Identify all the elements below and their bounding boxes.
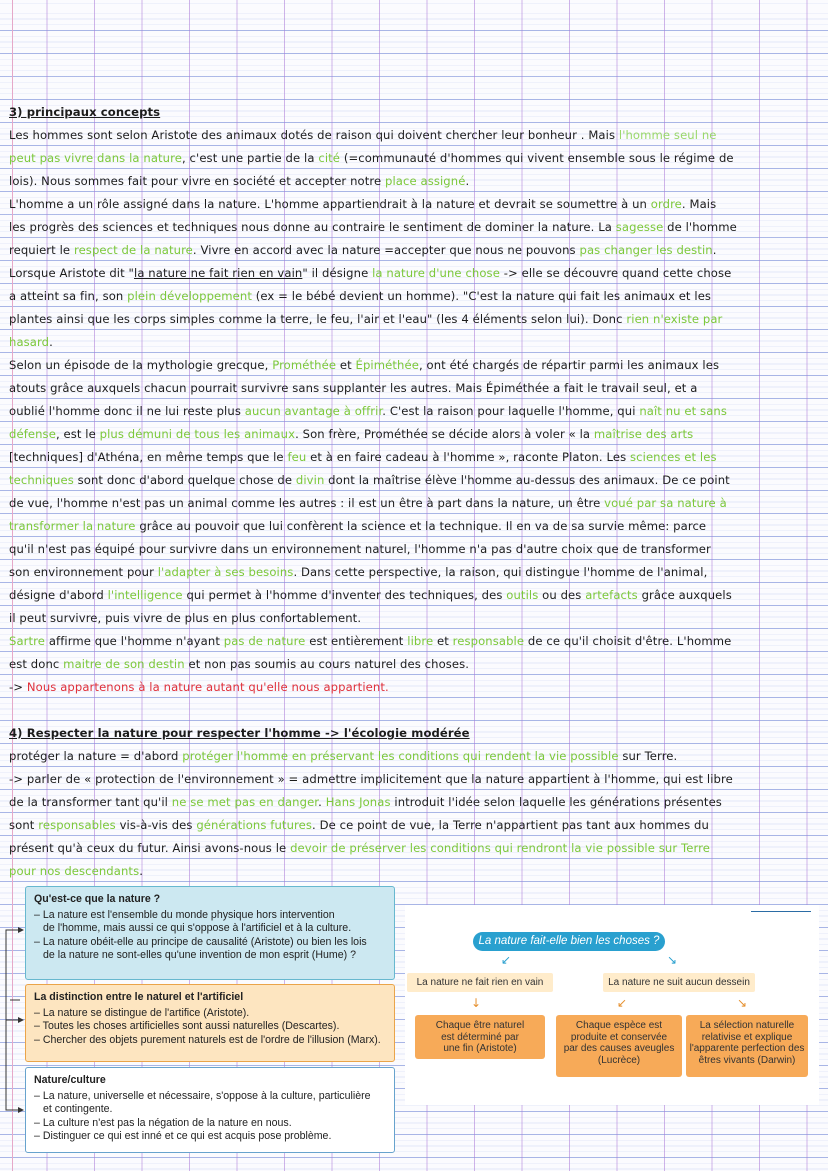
highlighted-text: maitre de son destin	[63, 657, 185, 671]
box-nature-culture	[25, 1067, 395, 1153]
text-segment: , est le	[55, 427, 100, 441]
text-segment: les progrès des sciences et techniques nous donne au contraire le sentiment de dominer la nature. La	[9, 220, 616, 234]
diagram-box-line: êtres vivants (Darwin)	[698, 1054, 796, 1066]
text-segment: . Mais	[681, 197, 717, 211]
text-line	[9, 446, 819, 469]
section-heading: 4) Respecter la nature pour respecter l'homme -> l'écologie modérée	[9, 726, 470, 740]
text-segment: Lorsque Aristote dit "	[9, 266, 134, 280]
notes-text	[9, 101, 819, 883]
text-line	[9, 584, 819, 607]
text-segment: est entièrement	[305, 634, 408, 648]
text-segment: ou des	[538, 588, 586, 602]
highlighted-text: hasard	[9, 335, 50, 349]
text-line	[9, 607, 819, 630]
box-what-is-nature	[25, 886, 395, 980]
text-segment: dont la maîtrise élève l'homme au-dessus des animaux. De ce point	[324, 473, 730, 487]
diagram-box-aristote	[415, 1015, 545, 1059]
highlighted-text: responsables	[38, 818, 116, 832]
text-segment: a atteint sa fin, son	[9, 289, 128, 303]
text-segment: . Dans cette perspective, la raison, qui distingue l'homme de l'animal,	[293, 565, 708, 579]
text-segment: . C'est la raison pour laquelle l'homme, qui	[382, 404, 640, 418]
text-line	[9, 722, 819, 745]
arrow-down-right-icon: ↘	[667, 953, 678, 967]
diagram-box-line: relativise et explique	[701, 1031, 793, 1043]
text-line	[9, 768, 819, 791]
diagram-box-line: est déterminé par	[441, 1031, 519, 1043]
highlighted-text: naît nu et sans	[639, 404, 727, 418]
highlighted-text: Hans Jonas	[325, 795, 391, 809]
text-segment: introduit l'idée selon laquelle les générations présentes	[390, 795, 722, 809]
box-line: et contingente.	[43, 1103, 113, 1116]
box-line: – La nature est l'ensemble du monde physique hors intervention	[34, 908, 335, 921]
text-segment: L'homme a un rôle assigné dans la nature. L'homme appartiendrait à la nature et devrait se soumettre à un	[9, 197, 651, 211]
box-line: – Toutes les choses artificielles sont aussi naturelles (Descartes).	[34, 1020, 340, 1033]
text-line	[9, 377, 819, 400]
highlighted-text: divin	[295, 473, 325, 487]
text-segment: qu'il n'est pas équipé pour survivre dans un environnement naturel, l'homme n'a pas d'autre choix que de transformer	[9, 542, 711, 556]
text-line	[9, 400, 819, 423]
text-line	[9, 262, 819, 285]
text-line	[9, 216, 819, 239]
text-line	[9, 561, 819, 584]
text-segment: sur Terre.	[618, 749, 678, 763]
highlighted-text: voué par sa nature à	[604, 496, 727, 510]
box-title: La distinction entre le naturel et l'artificiel	[34, 991, 244, 1003]
text-line	[9, 630, 819, 653]
text-segment: lois). Nous sommes fait pour vivre en société et accepter notre	[9, 174, 386, 188]
diagram-left-branch: La nature ne fait rien en vain	[407, 973, 553, 992]
highlighted-text: ordre	[650, 197, 682, 211]
text-segment: de l'homme	[663, 220, 737, 234]
highlighted-text: responsable	[452, 634, 525, 648]
text-line	[9, 170, 819, 193]
nature-diagram	[405, 905, 819, 1105]
text-line	[9, 492, 819, 515]
diagram-box-line: La sélection naturelle	[699, 1020, 795, 1031]
arrow-down-icon: ↓	[471, 996, 482, 1010]
highlighted-text: l'adapter à ses besoins	[157, 565, 294, 579]
diagram-right-branch: La nature ne suit aucun dessein	[603, 973, 755, 992]
text-segment: et	[336, 358, 356, 372]
text-segment: .	[465, 174, 470, 188]
arrow-down-left-icon: ↙	[617, 996, 628, 1010]
highlighted-text: transformer la nature	[9, 519, 136, 533]
text-line	[9, 676, 819, 699]
arrow-down-right-icon: ↘	[737, 996, 748, 1010]
text-line	[9, 308, 819, 331]
text-line	[9, 239, 819, 262]
text-segment: il peut survivre, puis vivre de plus en plus confortablement.	[9, 611, 362, 625]
box-line: – Distinguer ce qui est inné et ce qui est acquis pose problème.	[34, 1130, 332, 1143]
text-segment: (ex = le bébé devient un homme). "C'est la nature qui fait les animaux et les	[251, 289, 712, 303]
box-line: – La nature obéit-elle au principe de causalité (Aristote) ou bien les lois	[34, 935, 367, 948]
text-line	[9, 837, 819, 860]
text-segment: vis-à-vis des	[115, 818, 197, 832]
text-line	[9, 699, 819, 722]
diagram-box-line: (Lucrèce)	[597, 1054, 641, 1066]
text-line	[9, 354, 819, 377]
text-segment: grâce au pouvoir que lui confèrent la science et la technique. Il en va de sa survie même: parce	[135, 519, 707, 533]
text-line	[9, 860, 819, 883]
highlighted-text: Sartre	[9, 634, 46, 648]
text-line	[9, 538, 819, 561]
highlighted-text: générations futures	[196, 818, 312, 832]
text-segment: et	[433, 634, 453, 648]
highlighted-text: techniques	[9, 473, 74, 487]
text-segment: affirme que l'homme n'ayant	[45, 634, 224, 648]
text-segment: .	[318, 795, 326, 809]
box-line: – La culture n'est pas la négation de la nature en nous.	[34, 1116, 292, 1129]
text-segment: oublié l'homme donc il ne lui reste plus	[9, 404, 245, 418]
text-segment: Selon un épisode de la mythologie grecque,	[9, 358, 273, 372]
diagram-box-line: produite et conservée	[570, 1031, 668, 1043]
text-line	[9, 124, 819, 147]
highlighted-text: aucun avantage à offrir	[244, 404, 383, 418]
highlighted-text: artefacts	[585, 588, 638, 602]
text-line	[9, 653, 819, 676]
highlighted-text: plein développement	[127, 289, 252, 303]
text-segment: de la transformer tant qu'il	[9, 795, 172, 809]
box-line: de l'homme, mais aussi ce qui s'oppose à l'artificiel et à la culture.	[43, 922, 352, 935]
diagram-question: La nature fait-elle bien les choses ?	[473, 932, 665, 951]
text-segment: .	[139, 864, 144, 878]
text-line	[9, 331, 819, 354]
text-segment: ->	[9, 680, 27, 694]
highlighted-text: outils	[506, 588, 539, 602]
text-segment: et à en faire cadeau à l'homme », raconte Platon. Les	[306, 450, 631, 464]
highlighted-text: Épiméthée	[355, 358, 419, 372]
box-natural-artificial	[25, 984, 395, 1062]
text-segment: , ont été chargés de répartir parmi les animaux les	[418, 358, 720, 372]
highlighted-text: rien n'existe par	[626, 312, 723, 326]
highlighted-text: la nature ne fait rien en vain	[134, 266, 303, 280]
text-line	[9, 791, 819, 814]
diagram-box-lucrece	[556, 1015, 682, 1077]
divider-line	[751, 911, 811, 912]
text-line	[9, 515, 819, 538]
text-segment: requiert le	[9, 243, 74, 257]
highlighted-text: défense	[9, 427, 56, 441]
text-segment: plantes ainsi que les corps simples comme la terre, le feu, l'air et l'eau" (les 4 éléments selon lui). Donc	[9, 312, 627, 326]
text-segment: atouts grâce auxquels chacun pourrait survivre sans supplanter les autres. Mais Épiméthée a fait le travail seul, et a	[9, 381, 698, 395]
text-segment: sont donc d'abord quelque chose de	[73, 473, 296, 487]
text-segment: .	[712, 243, 717, 257]
box-line: – La nature, universelle et nécessaire, s'oppose à la culture, particulière	[34, 1089, 371, 1102]
highlighted-text: peut pas vivre dans la nature	[9, 151, 182, 165]
arrow-down-left-icon: ↙	[501, 953, 512, 967]
box-line: de la nature ne sont-elles qu'une invention de mon esprit (Hume) ?	[43, 949, 356, 962]
text-line	[9, 745, 819, 768]
highlighted-text: sciences et les	[630, 450, 717, 464]
highlighted-text: pas changer les destin	[579, 243, 713, 257]
text-segment: [techniques] d'Athéna, en même temps que le	[9, 450, 288, 464]
highlighted-text: Nous appartenons à la nature autant qu'elle nous appartient.	[26, 680, 389, 694]
text-segment: . De ce point de vue, la Terre n'appartient pas tant aux hommes du	[312, 818, 709, 832]
section-heading: 3) principaux concepts	[9, 105, 161, 119]
diagram-box-line: Chaque espèce est	[575, 1020, 663, 1031]
highlighted-text: cité	[318, 151, 341, 165]
highlighted-text: devoir de préserver les conditions qui rendront la vie possible sur Terre	[290, 841, 710, 855]
text-segment: . Vivre en accord avec la nature =accepter que nous ne pouvons	[192, 243, 580, 257]
highlighted-text: la nature d'une chose	[372, 266, 500, 280]
highlighted-text: plus démuni de tous les animaux	[99, 427, 296, 441]
text-segment: son environnement pour	[9, 565, 158, 579]
text-segment: . Son frère, Prométhée se décide alors à voler « la	[295, 427, 594, 441]
highlighted-text: Prométhée	[272, 358, 337, 372]
highlighted-text: ne se met pas en danger	[171, 795, 319, 809]
text-line	[9, 814, 819, 837]
box-line: – La nature se distingue de l'artifice (Aristote).	[34, 1006, 250, 1019]
highlighted-text: pour nos descendants	[9, 864, 140, 878]
diagram-box-line: une fin (Aristote)	[443, 1043, 517, 1054]
text-segment: qui permet à l'homme d'inventer des techniques, des	[182, 588, 507, 602]
text-segment: .	[49, 335, 53, 349]
text-segment: " il désigne	[302, 266, 373, 280]
text-line	[9, 147, 819, 170]
text-segment: , c'est une partie de la	[181, 151, 319, 165]
highlighted-text: sagesse	[615, 220, 664, 234]
text-line	[9, 101, 819, 124]
text-segment: protéger la nature = d'abord	[9, 749, 183, 763]
text-segment: Les hommes sont selon Aristote des animaux dotés de raison qui doivent chercher leur bonheur . Mais	[9, 128, 619, 142]
text-segment: de vue, l'homme n'est pas un animal comme les autres : il est un être à part dans la nature, un être	[9, 496, 605, 510]
text-line	[9, 193, 819, 216]
diagram-box-line: par des causes aveugles	[563, 1043, 675, 1054]
highlighted-text: respect de la nature	[73, 243, 193, 257]
diagram-box-line: Chaque être naturel	[435, 1020, 525, 1031]
text-segment: -> parler de « protection de l'environnement » = admettre implicitement que la nature appartient à l'homme, qui est libre	[9, 772, 733, 786]
highlighted-text: maîtrise des arts	[593, 427, 694, 441]
box-title: Qu'est-ce que la nature ?	[34, 893, 161, 905]
diagram-box-darwin	[686, 1015, 808, 1077]
highlighted-text: place assigné	[385, 174, 466, 188]
text-segment: et non pas soumis au cours naturel des choses.	[184, 657, 470, 671]
text-segment: sont	[9, 818, 39, 832]
box-title: Nature/culture	[34, 1074, 106, 1086]
text-line	[9, 285, 819, 308]
text-segment: est donc	[9, 657, 64, 671]
text-segment: (=communauté d'hommes qui vivent ensemble sous le régime de	[340, 151, 734, 165]
diagram-box-line: l'apparente perfection des	[689, 1043, 805, 1054]
text-segment: désigne d'abord	[9, 588, 108, 602]
highlighted-text: pas de nature	[223, 634, 306, 648]
text-segment: de ce qu'il choisit d'être. L'homme	[524, 634, 732, 648]
highlighted-text: protéger l'homme en préservant les conditions qui rendent la vie possible	[182, 749, 619, 763]
text-line	[9, 469, 819, 492]
text-line	[9, 423, 819, 446]
text-segment: -> elle se découvre quand cette chose	[499, 266, 732, 280]
highlighted-text: l'homme seul ne	[618, 128, 717, 142]
box-line: – Chercher des objets purement naturels est de l'ordre de l'illusion (Marx).	[34, 1033, 381, 1046]
highlighted-text: l'intelligence	[107, 588, 183, 602]
highlighted-text: feu	[287, 450, 307, 464]
text-segment: présent qu'à ceux du futur. Ainsi avons-nous le	[9, 841, 291, 855]
text-segment: grâce auxquels	[637, 588, 732, 602]
highlighted-text: libre	[407, 634, 434, 648]
